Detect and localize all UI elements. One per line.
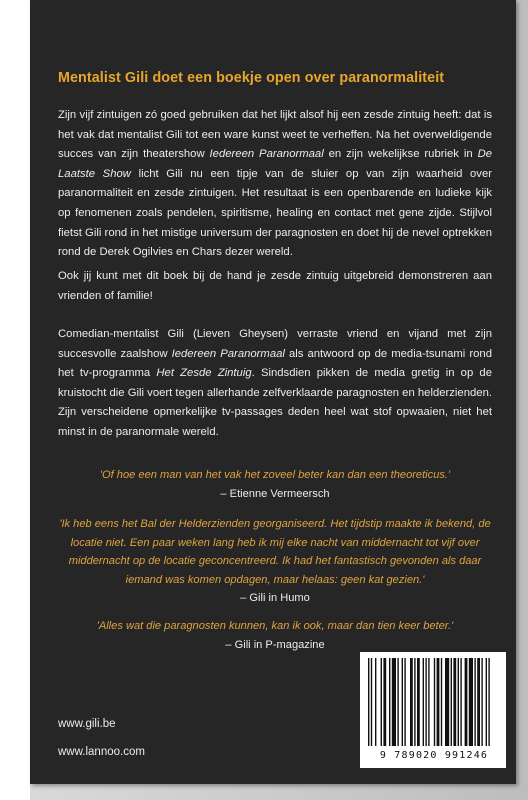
quote-author: – Etienne Vermeersch xyxy=(220,487,330,500)
barcode xyxy=(360,652,506,768)
barcode-bar xyxy=(445,658,449,746)
quote-text: 'Ik heb eens het Bal der Helderzienden georganiseerd. Het tijdstip maakte ik bekend, de locatie niet. Een paar weken lang heb ik mij elke nacht van middernacht tot vijf over middernacht op de locatie geconcentreerd. Ik had het fantastisch gevonden als daar iemand was komen opdagen, maar helaas: geen kat gezien.' xyxy=(59,518,491,586)
barcode-bar xyxy=(465,658,468,746)
website-link-gili[interactable]: www.gili.be xyxy=(58,718,116,730)
barcode-bar xyxy=(488,658,489,746)
barcode-bar xyxy=(414,658,415,746)
barcode-bar xyxy=(477,658,480,746)
show-title: Het Zesde Zintuig xyxy=(156,367,252,380)
quote xyxy=(58,617,492,654)
show-title: De Laatste Show xyxy=(58,148,493,180)
blurb-paragraph-1: Zijn vijf zintuigen zó goed gebruiken dat het lijkt alsof hij een zesde zintuig heeft: dat is het vak dat mentalist Gili tot een ware kunst weet te verheffen. Na het overweldigende succes van zijn theatershow Iedereen Paranormaal en zijn wekelijkse rubriek in De Laatste Show licht Gili nu een tipje van de sluier op van zijn waarheid over paranormaliteit en zesde zintuigen. Het resultaat is een openbarende en ludieke kijk op fenomenen zoals pendelen, spiritisme, healing en contact met gene zijde. Stijlvol fietst Gili rond in het mistige universum der paragnosten en doet hij de nevel optrekken rond de Derek Ogilvies en Chars dezer wereld. xyxy=(58,109,493,259)
barcode-bar xyxy=(481,658,482,746)
quote-text: 'Of hoe een man van het vak het zoveel beter kan dan een theoreticus.' xyxy=(99,469,451,481)
isbn-number: 9 789020 991246 xyxy=(379,750,489,761)
barcode-bar xyxy=(381,658,382,746)
quote-author: – Gili in Humo xyxy=(240,592,310,604)
barcode-bar xyxy=(392,658,396,746)
barcode-bar xyxy=(383,658,386,746)
quote xyxy=(58,466,492,503)
barcode-bar xyxy=(451,658,452,746)
show-title: Iedereen Paranormaal xyxy=(171,347,285,360)
barcode-bars xyxy=(368,658,498,748)
barcode-bar xyxy=(417,658,420,746)
blurb-paragraph-2: Ook jij kunt met dit boek bij de hand je zesde zintuig uitgebreid demonstreren aan vrienden of familie! xyxy=(58,270,492,302)
barcode-bar xyxy=(404,658,405,746)
barcode-bar xyxy=(434,658,435,746)
barcode-bar xyxy=(453,658,456,746)
barcode-bar xyxy=(423,658,424,746)
quote-author: – Gili in P-magazine xyxy=(225,638,325,651)
barcode-bar xyxy=(460,658,461,746)
barcode-bar xyxy=(474,658,475,746)
barcode-bar xyxy=(437,658,440,746)
barcode-bar xyxy=(469,658,473,746)
barcode-bar xyxy=(486,658,487,746)
barcode-bar xyxy=(371,658,372,746)
blurb-paragraph-3: Comedian-mentalist Gili (Lieven Gheysen) verraste vriend en vijand met zijn succesvolle zaalshow Iedereen Paranormaal als antwoord op de media-tsunami rond het tv-programma Het Zesde Zintuig. Sindsdien pikken de media gretig in op de kruistocht die Gili voert tegen allerhande zelfverklaarde paragnosten en helderzienden. Zijn verscheidene opmerkelijke tv-passages deden heel wat stof opwaaien, niet het minst in de paranormale wereld. xyxy=(58,328,492,438)
barcode-bar xyxy=(441,658,442,746)
barcode-bar xyxy=(397,658,398,746)
headline: Mentalist Gili doet een boekje open over paranormaliteit xyxy=(58,70,445,86)
barcode-bar xyxy=(425,658,426,746)
barcode-bar xyxy=(428,658,429,746)
barcode-bar xyxy=(389,658,390,746)
quote xyxy=(58,515,492,608)
website-link-lannoo[interactable]: www.lannoo.com xyxy=(58,746,145,758)
quote-text: 'Alles wat die paragnosten kunnen, kan ik ook, maar dan tien keer beter.' xyxy=(96,620,454,632)
barcode-bar xyxy=(402,658,403,746)
barcode-bar xyxy=(375,658,376,746)
barcode-bar xyxy=(410,658,413,746)
show-title: Iedereen Paranormaal xyxy=(209,148,324,161)
barcode-bar xyxy=(368,658,369,746)
barcode-bar xyxy=(458,658,459,746)
